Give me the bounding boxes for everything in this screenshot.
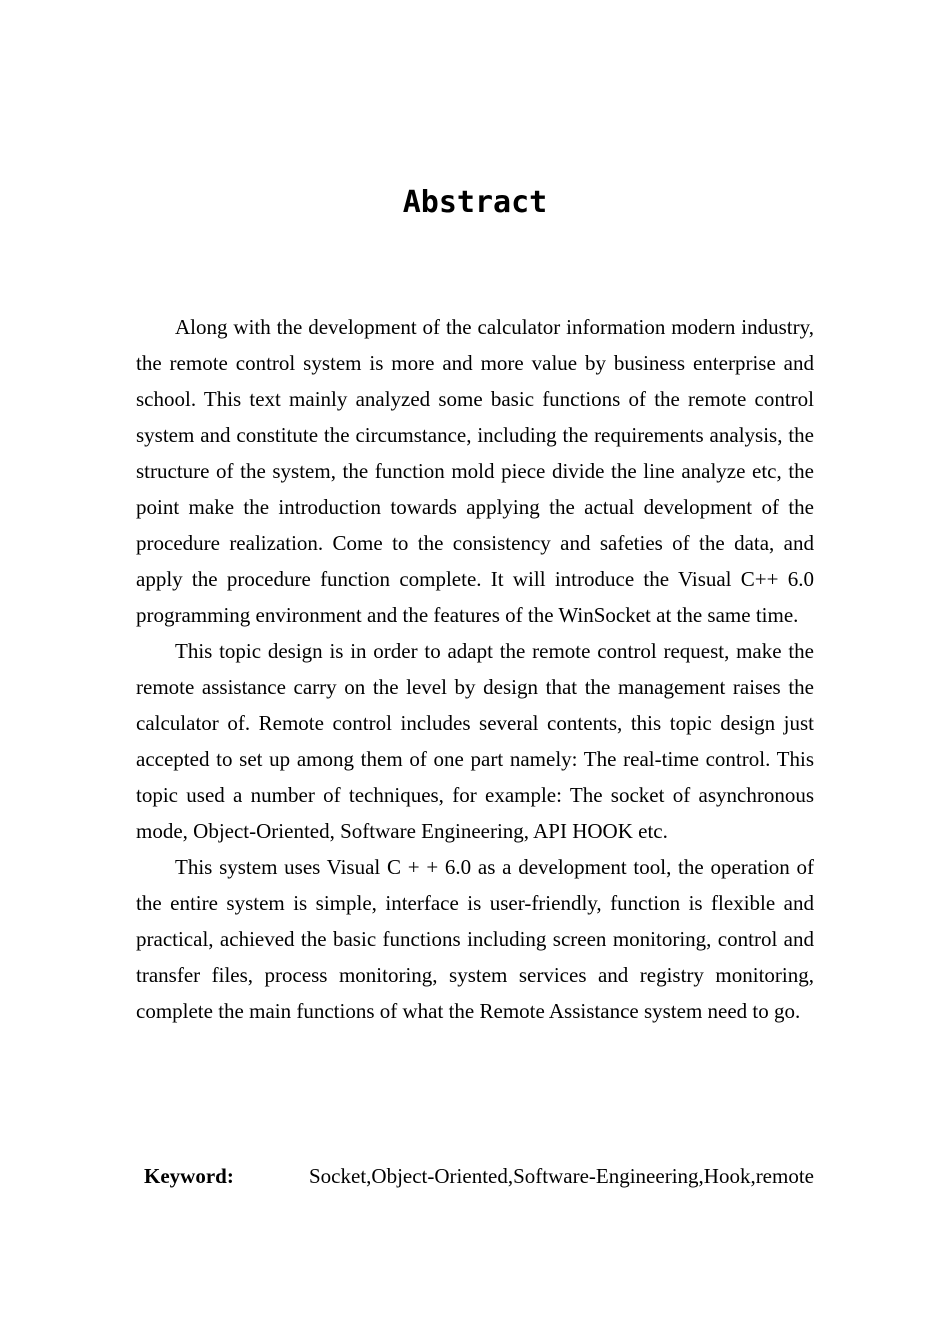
keywords-label: Keyword: — [144, 1164, 234, 1188]
page-title: Abstract — [402, 185, 548, 220]
abstract-paragraph-2: This topic design is in order to adapt the remote control request, make the remote assistance carry on the level by design that the management raises the calculator of. Remote control includes several contents, this topic design just accepted to set up among them of one part namely: The real-time control. This topic used a number of techniques, for example: The socket of asynchronous mode, Object-Oriented, Software Engineering, API HOOK etc. — [136, 639, 814, 843]
keywords-line — [144, 1158, 814, 1194]
abstract-paragraph-1: Along with the development of the calculator information modern industry, the remote control system is more and more value by business enterprise and school. This text mainly analyzed some basic functions of the remote control system and constitute the circumstance, including the requirements analysis, the structure of the system, the function mold piece divide the line analyze etc, the point make the introduction towards applying the actual development of the procedure realization. Come to the consistency and safeties of the data, and apply the procedure function complete. It will introduce the Visual C++ 6.0 programming environment and the features of the WinSocket at the same time. — [136, 315, 814, 627]
abstract-body — [136, 309, 814, 1029]
keywords-value: Socket,Object-Oriented,Software-Engineering,Hook,remote — [309, 1164, 814, 1188]
abstract-paragraph-3: This system uses Visual C + + 6.0 as a development tool, the operation of the entire system is simple, interface is user-friendly, function is flexible and practical, achieved the basic functions including screen monitoring, control and transfer files, process monitoring, system services and registry monitoring, complete the main functions of what the Remote Assistance system need to go. — [136, 855, 814, 1023]
